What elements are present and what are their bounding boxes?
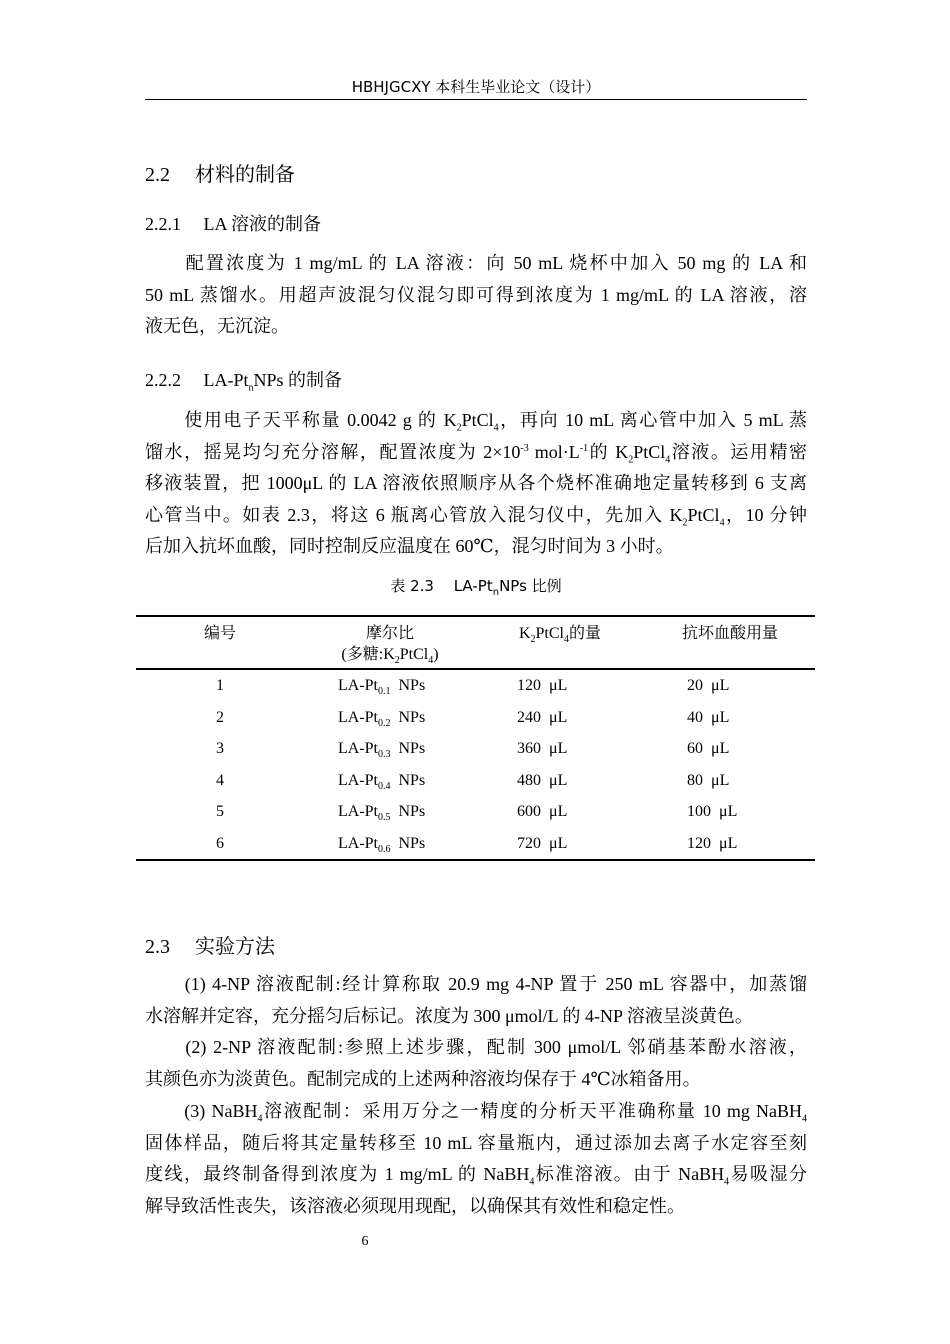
text-run: 配置浓度为 1 mg/mL 的 LA 溶液：向 50 mL 烧杯中加入 50 mg 的 LA 和 (145, 253, 807, 273)
text-run: NPs (390, 708, 426, 726)
subscript: 2 (456, 422, 462, 434)
subscript: 0.5 (378, 812, 391, 824)
text-run: 其颜色亦为淡黄色。配制完成的上述两种溶液均保存于 4℃冰箱备用。 (145, 1069, 701, 1090)
section-2-2-1-heading (145, 210, 321, 236)
text-run: K (518, 625, 531, 642)
subscript: 4 (529, 1176, 535, 1188)
text-run: ，再向 10 mL 离心管中加入 5 mL 蒸 (498, 410, 808, 430)
column-header (470, 624, 650, 644)
text-run: PtCl (687, 504, 720, 525)
column-header-sub (300, 645, 480, 665)
text-run: (1) 4-NP 溶液配制:经计算称取 20.9 mg 4-NP 置于 250 mL 容器中，加蒸馏 (145, 974, 807, 994)
text-line (145, 441, 808, 466)
text-run: mol·L (528, 441, 580, 462)
page-number: 6 (361, 1234, 369, 1249)
text-run: 度线，最终制备得到浓度为 1 mg/mL 的 NaBH (145, 1164, 530, 1185)
subscript: 4 (802, 1113, 807, 1125)
cell-k2ptcl4: 720 μL (517, 835, 568, 852)
text-run: NPs (390, 835, 426, 852)
subscript: 4 (493, 422, 499, 434)
text-run: LA-Pt (338, 835, 378, 852)
section-number: 2.2 (145, 164, 170, 186)
text-run: 编号 (203, 625, 236, 642)
text-run: 馏水，摇晃均匀充分溶解，配置浓度为 2×10 (145, 441, 521, 462)
subscript: 2 (530, 634, 536, 646)
section-number: 2.3 (145, 936, 170, 958)
text-run: NPs (390, 677, 426, 694)
title-subscript: n (248, 382, 254, 394)
section-number: 2.2.1 (145, 214, 181, 234)
section-2-2-2-heading (145, 366, 342, 392)
column-header (640, 624, 820, 644)
text-run: PtCl (535, 625, 564, 642)
text-run: 摩尔比 (365, 625, 414, 642)
text-run: LA-Pt (338, 677, 378, 694)
superscript: -3 (520, 442, 529, 454)
text-line (145, 409, 808, 434)
text-run: LA-Pt (338, 740, 378, 758)
subscript: 4 (719, 517, 725, 529)
caption-part: 表 2.3 LA-Pt (390, 577, 493, 595)
text-line (145, 1036, 807, 1058)
text-line (145, 973, 807, 995)
text-run: 的 K (588, 441, 629, 462)
text-run: LA-Pt (338, 803, 378, 821)
cell-sample (338, 802, 425, 822)
subscript: 0.1 (378, 686, 391, 698)
cell-sample (338, 834, 425, 854)
text-line (145, 535, 807, 557)
text-run: NPs (390, 771, 426, 789)
cell-k2ptcl4: 480 μL (517, 771, 568, 789)
cell-acid: 100 μL (687, 803, 738, 821)
text-line (145, 1100, 807, 1125)
cell-id: 3 (216, 740, 224, 758)
subscript: 2 (394, 655, 400, 667)
superscript: -1 (579, 442, 589, 454)
text-run: 移液装置，把 1000μL 的 LA 溶液依照顺序从各个烧杯准确地定量转移到 6 支离 (145, 473, 807, 493)
subscript: 2 (682, 517, 688, 529)
cell-acid: 20 μL (687, 677, 730, 694)
caption-part: NPs 比例 (499, 577, 562, 595)
text-run: 液无色，无沉淀。 (145, 316, 289, 336)
cell-sample (338, 739, 425, 759)
subscript: 4 (257, 1113, 263, 1125)
text-line (145, 1163, 807, 1188)
text-line (145, 1005, 807, 1027)
text-run: 标准溶液。由于 NaBH (534, 1164, 725, 1185)
text-run: 心管当中。如表 2.3，将这 6 瓶离心管放入混匀仪中，先加入 K (145, 504, 683, 525)
text-line (145, 315, 807, 337)
text-run: (3) NaBH (145, 1100, 258, 1121)
cell-id: 4 (216, 771, 224, 789)
subscript: 0.3 (378, 749, 391, 761)
text-run: PtCl (633, 441, 666, 462)
text-line (145, 504, 807, 529)
cell-acid: 60 μL (687, 740, 730, 758)
text-run: 50 mL 蒸馏水。用超声波混匀仪混匀即可得到浓度为 1 mg/mL 的 LA 溶液，溶 (145, 284, 807, 305)
text-run: 易吸湿分 (729, 1164, 807, 1185)
table-bottom-rule (136, 859, 815, 861)
subscript: 0.4 (378, 780, 391, 792)
cell-sample (338, 676, 425, 696)
page-header: HBHJGCXY 本科生毕业论文（设计） (351, 78, 601, 96)
cell-k2ptcl4: 600 μL (517, 803, 568, 821)
subscript: 4 (665, 454, 671, 466)
cell-acid: 120 μL (687, 835, 738, 852)
cell-acid: 80 μL (687, 771, 730, 789)
subscript: 0.2 (378, 717, 391, 729)
cell-id: 6 (216, 835, 224, 852)
subscript: 4 (724, 1176, 730, 1188)
text-line (145, 252, 807, 274)
text-run: NPs (390, 740, 426, 758)
text-run: (多糖:K (341, 646, 395, 663)
column-header (300, 624, 480, 644)
cell-id: 2 (216, 708, 224, 726)
text-line (145, 1195, 807, 1217)
cell-sample (338, 771, 425, 791)
section-2-3-heading (145, 930, 275, 959)
section-2-2-heading (145, 158, 295, 187)
section-number: 2.2.2 (145, 370, 181, 390)
cell-id: 1 (216, 677, 224, 694)
subscript: 4 (428, 655, 434, 667)
text-run: 解导致活性丧失，该溶液必须现用现配，以确保其有效性和稳定性。 (145, 1195, 685, 1216)
text-run: 固体样品，随后将其定量转移至 10 mL 容量瓶内，通过添加去离子水定容至刻 (145, 1132, 807, 1153)
subscript: 0.6 (378, 844, 391, 856)
caption-subscript: n (492, 587, 500, 598)
text-line (145, 1068, 807, 1090)
text-run: ，10 分钟 (724, 504, 807, 525)
text-run: 抗坏血酸用量 (681, 625, 778, 642)
text-line (145, 284, 807, 306)
title-part: LA-Pt (203, 370, 249, 390)
section-title: 实验方法 (195, 936, 275, 958)
subscript: 4 (564, 634, 569, 646)
text-run: PtCl (399, 646, 429, 663)
cell-id: 5 (216, 803, 224, 821)
cell-k2ptcl4: 240 μL (517, 708, 568, 726)
text-run: 使用电子天平称量 0.0042 g 的 K (145, 410, 457, 430)
text-line (145, 472, 807, 494)
table-caption (145, 575, 807, 596)
text-run: 溶液配制：采用万分之一精度的分析天平准确称量 10 mg NaBH (262, 1100, 802, 1121)
header-rule (145, 99, 807, 100)
column-header (130, 624, 310, 644)
section-title: LA 溶液的制备 (203, 214, 322, 234)
cell-acid: 40 μL (687, 708, 730, 726)
text-run: 溶液。运用精密 (670, 441, 808, 462)
subscript: 2 (628, 454, 634, 466)
text-run: NPs (390, 803, 426, 821)
text-run: LA-Pt (338, 708, 378, 726)
text-run: 水溶解并定容，充分摇匀后标记。浓度为 300 μmol/L 的 4-NP 溶液呈淡黄色。 (145, 1005, 753, 1026)
text-line (145, 1132, 807, 1154)
text-run: ) (433, 646, 439, 663)
cell-k2ptcl4: 120 μL (517, 677, 568, 694)
section-title: 材料的制备 (195, 164, 295, 186)
text-run: LA-Pt (338, 771, 378, 789)
text-run: (2) 2-NP 溶液配制:参照上述步骤，配制 300 μmol/L 邻硝基苯酚水溶液， (145, 1037, 807, 1058)
table-header-rule (136, 668, 815, 670)
title-part: NPs 的制备 (253, 370, 343, 390)
table-top-rule (136, 615, 815, 617)
cell-sample (338, 708, 425, 728)
cell-k2ptcl4: 360 μL (517, 740, 568, 758)
text-run: 后加入抗坏血酸，同时控制反应温度在 60℃，混匀时间为 3 小时。 (145, 536, 674, 556)
text-run: 的量 (569, 625, 602, 642)
text-run: PtCl (461, 410, 494, 430)
